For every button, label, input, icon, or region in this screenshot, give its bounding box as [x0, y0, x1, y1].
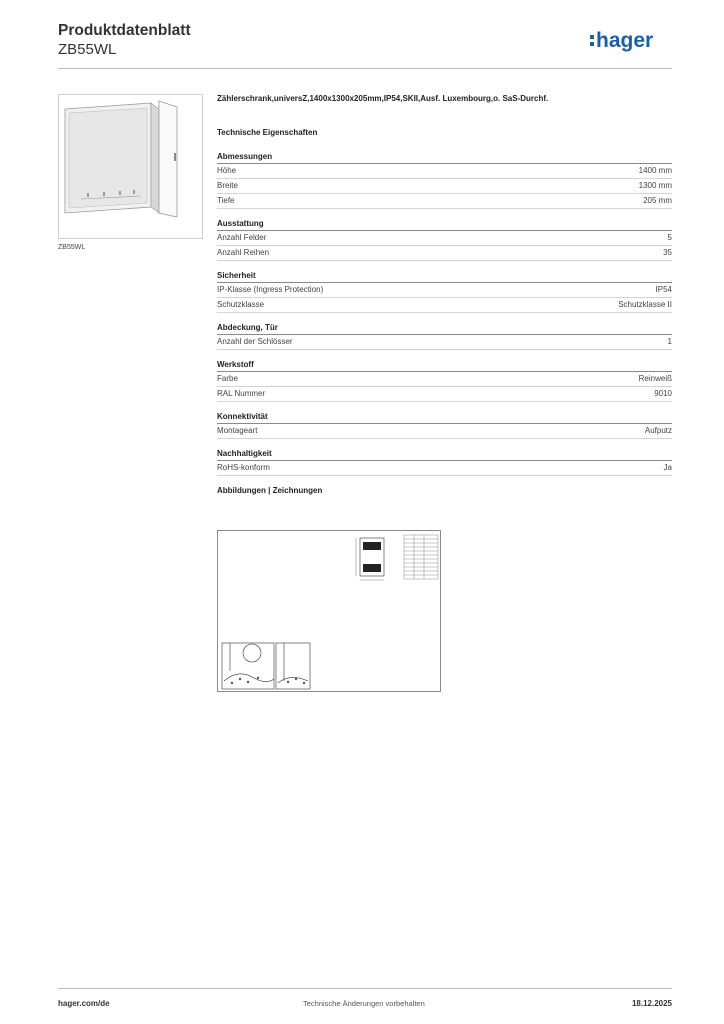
spec-section — [217, 219, 672, 261]
section-title: Werkstoff — [217, 360, 672, 372]
spec-value: 35 — [663, 248, 672, 257]
spec-value: 5 — [667, 233, 672, 242]
page-footer — [58, 988, 672, 1008]
cabinet-illustration — [59, 95, 202, 238]
spec-value: 1400 mm — [638, 166, 672, 175]
spec-row — [217, 424, 672, 439]
spec-value: Ja — [663, 463, 672, 472]
spec-value: 1300 mm — [638, 181, 672, 190]
section-title: Abdeckung, Tür — [217, 323, 672, 335]
spec-value: 205 mm — [643, 196, 672, 205]
spec-value: 9010 — [654, 389, 672, 398]
spec-value: Aufputz — [644, 426, 672, 435]
section-title: Sicherheit — [217, 271, 672, 283]
spec-row — [217, 164, 672, 179]
spec-label: IP-Klasse (Ingress Protection) — [217, 285, 324, 294]
spec-row — [217, 231, 672, 246]
spec-label: Farbe — [217, 374, 238, 383]
spec-section — [217, 152, 672, 209]
spec-section — [217, 449, 672, 476]
spec-section — [217, 323, 672, 350]
technical-drawing — [218, 531, 440, 691]
spec-row — [217, 283, 672, 298]
spec-section — [217, 412, 672, 439]
spec-label: Höhe — [217, 166, 237, 175]
spec-label: Schutzklasse — [217, 300, 265, 309]
footer-date: 18.12.2025 — [631, 999, 672, 1008]
hager-logo — [590, 26, 672, 54]
image-caption: ZB55WL — [58, 244, 86, 251]
spec-label: RoHS-konform — [217, 463, 270, 472]
spec-row — [217, 461, 672, 476]
page-title: Produktdatenblatt — [58, 22, 191, 39]
drawings-panel — [217, 530, 441, 692]
spec-label: Tiefe — [217, 196, 235, 205]
drawings-title: Abbildungen | Zeichnungen — [217, 486, 323, 495]
spec-value: IP54 — [655, 285, 672, 294]
spec-row — [217, 372, 672, 387]
page-header — [58, 20, 672, 69]
spec-label: Anzahl Felder — [217, 233, 267, 242]
spec-row — [217, 194, 672, 209]
spec-label: Anzahl Reihen — [217, 248, 270, 257]
svg-text:hager: hager — [596, 29, 654, 52]
spec-row — [217, 387, 672, 402]
spec-row — [217, 246, 672, 261]
section-title: Nachhaltigkeit — [217, 449, 672, 461]
spec-value: 1 — [667, 337, 672, 346]
technical-title: Technische Eigenschaften — [217, 128, 318, 137]
spec-label: Montageart — [217, 426, 258, 435]
spec-section — [217, 360, 672, 402]
footer-disclaimer: Technische Änderungen vorbehalten — [303, 999, 425, 1008]
spec-value: Reinweiß — [638, 374, 672, 383]
footer-url[interactable]: hager.com/de — [58, 999, 110, 1008]
specification-sections — [217, 152, 672, 476]
spec-label: Breite — [217, 181, 238, 190]
product-details — [217, 94, 672, 503]
spec-value: Schutzklasse II — [618, 300, 672, 309]
product-description: Zählerschrank,universZ,1400x1300x205mm,IP54,SKII,Ausf. Luxembourg,o. SaS-Durchf. — [217, 94, 549, 103]
section-title: Abmessungen — [217, 152, 672, 164]
product-code: ZB55WL — [58, 41, 117, 58]
spec-row — [217, 179, 672, 194]
spec-label: Anzahl der Schlösser — [217, 337, 293, 346]
section-title: Ausstattung — [217, 219, 672, 231]
product-image — [58, 94, 203, 239]
spec-row — [217, 298, 672, 313]
spec-row — [217, 335, 672, 350]
spec-section — [217, 271, 672, 313]
spec-label: RAL Nummer — [217, 389, 266, 398]
section-title: Konnektivität — [217, 412, 672, 424]
